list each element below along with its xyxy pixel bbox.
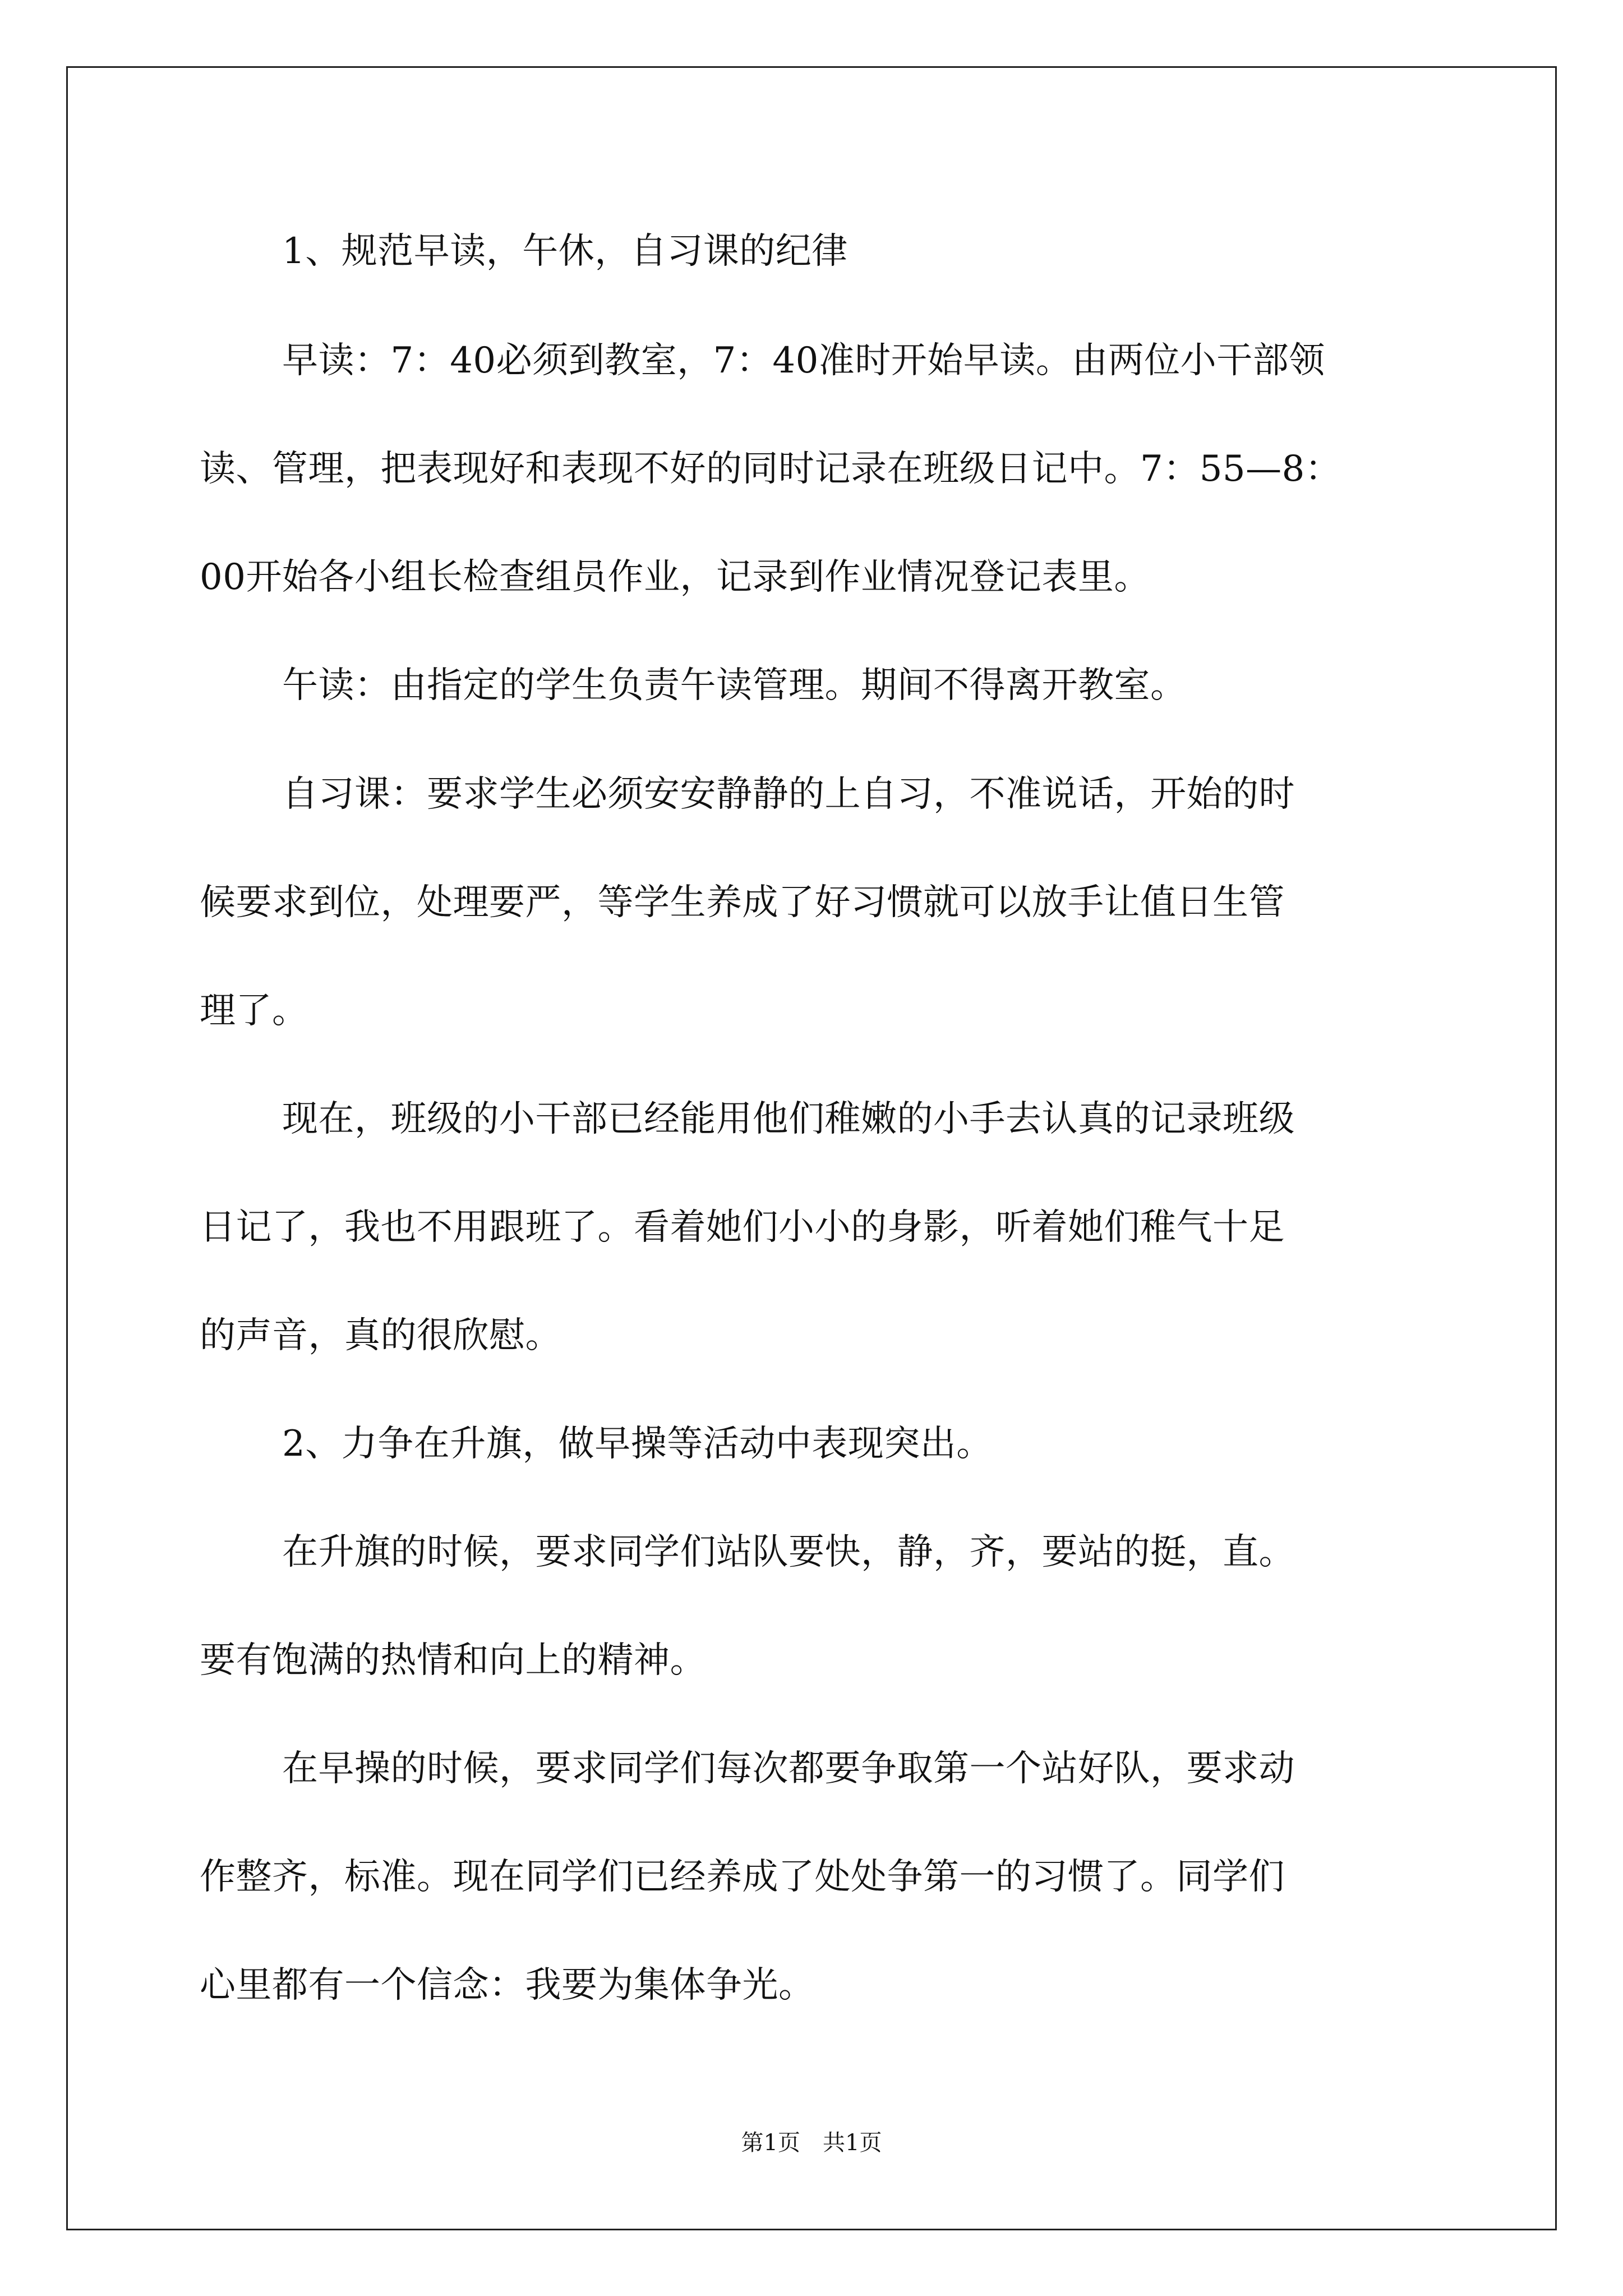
text-line: 要有饱满的热情和向上的精神。 bbox=[200, 1640, 706, 1681]
page-footer: 第1页 共1页 bbox=[741, 2130, 882, 2156]
text-line: 2、力争在升旗，做早操等活动中表现突出。 bbox=[282, 1423, 993, 1465]
text-line: 1、规范早读，午休，自习课的纪律 bbox=[282, 231, 848, 272]
text-line: 候要求到位，处理要严，等学生养成了好习惯就可以放手让值日生管 bbox=[200, 882, 1285, 923]
text-line: 作整齐，标准。现在同学们已经养成了处处争第一的习惯了。同学们 bbox=[200, 1856, 1285, 1898]
text-line: 日记了，我也不用跟班了。看着她们小小的身影，听着她们稚气十足 bbox=[200, 1207, 1285, 1248]
text-line: 午读：由指定的学生负责午读管理。期间不得离开教室。 bbox=[282, 665, 1187, 706]
text-line: 读、管理，把表现好和表现不好的同时记录在班级日记中。7：55—8： bbox=[200, 448, 1341, 490]
text-line: 现在，班级的小干部已经能用他们稚嫩的小手去认真的记录班级 bbox=[282, 1098, 1295, 1140]
page-border bbox=[66, 66, 1557, 2230]
text-line: 自习课：要求学生必须安安静静的上自习，不准说话，开始的时 bbox=[282, 774, 1295, 815]
text-line: 理了。 bbox=[200, 990, 308, 1032]
text-line: 00开始各小组长检查组员作业，记录到作业情况登记表里。 bbox=[200, 556, 1150, 598]
text-line: 在早操的时候，要求同学们每次都要争取第一个站好队，要求动 bbox=[282, 1748, 1295, 1789]
text-line: 心里都有一个信念：我要为集体争光。 bbox=[200, 1964, 815, 2006]
text-line: 早读：7：40必须到教室，7：40准时开始早读。由两位小干部领 bbox=[282, 340, 1325, 381]
text-line: 的声音，真的很欣慰。 bbox=[200, 1315, 561, 1356]
text-line: 在升旗的时候，要求同学们站队要快，静，齐，要站的挺，直。 bbox=[282, 1531, 1295, 1573]
